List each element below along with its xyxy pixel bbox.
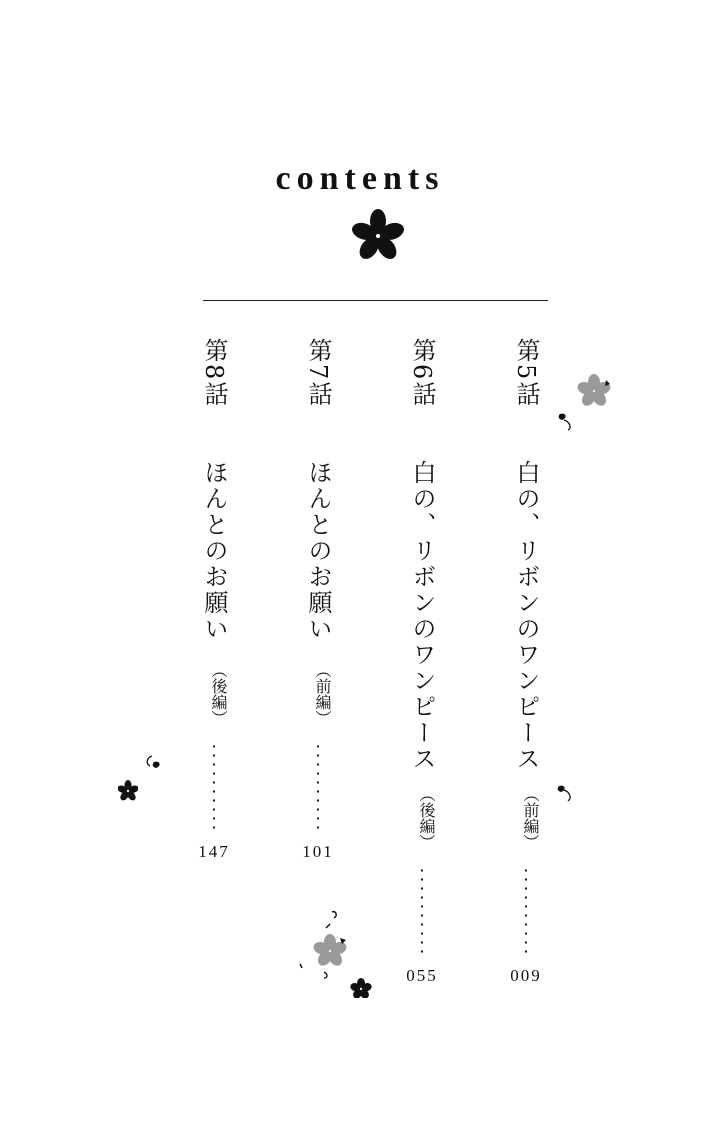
chapter-title: ほんとのお願い [304, 460, 332, 642]
chapter-number: 第8話 [200, 338, 228, 408]
flower-icon [350, 978, 372, 998]
flower-icon [576, 374, 612, 408]
chapter-part: （前編） [313, 662, 332, 726]
flower-icon [118, 780, 138, 802]
leader-dots [317, 742, 319, 834]
page-number: 009 [510, 966, 542, 985]
chapter-number: 第5話 [512, 338, 540, 408]
title-divider [203, 300, 548, 301]
leader-dots [421, 866, 423, 958]
page-number: 147 [198, 842, 230, 861]
chapter-title: ほんとのお願い [200, 460, 228, 642]
contents-title: contents [275, 160, 445, 197]
chapter-part: （後編） [209, 662, 228, 726]
chapter-title: 白の、リボンのワンピース [408, 460, 436, 772]
page-number: 055 [406, 966, 438, 985]
leaf-icon [144, 752, 166, 774]
chapter-part: （後編） [417, 786, 436, 850]
flower-icon [351, 209, 405, 261]
leader-dots [213, 742, 215, 834]
leader-dots [525, 866, 527, 958]
leaf-icon [556, 410, 576, 432]
flower-icon [296, 906, 356, 986]
leaf-icon [556, 782, 576, 804]
chapter-number: 第6話 [408, 338, 436, 408]
chapter-number: 第7話 [304, 338, 332, 408]
chapter-title: 白の、リボンのワンピース [512, 460, 540, 772]
page-number: 101 [302, 842, 334, 861]
chapter-part: （前編） [521, 786, 540, 850]
